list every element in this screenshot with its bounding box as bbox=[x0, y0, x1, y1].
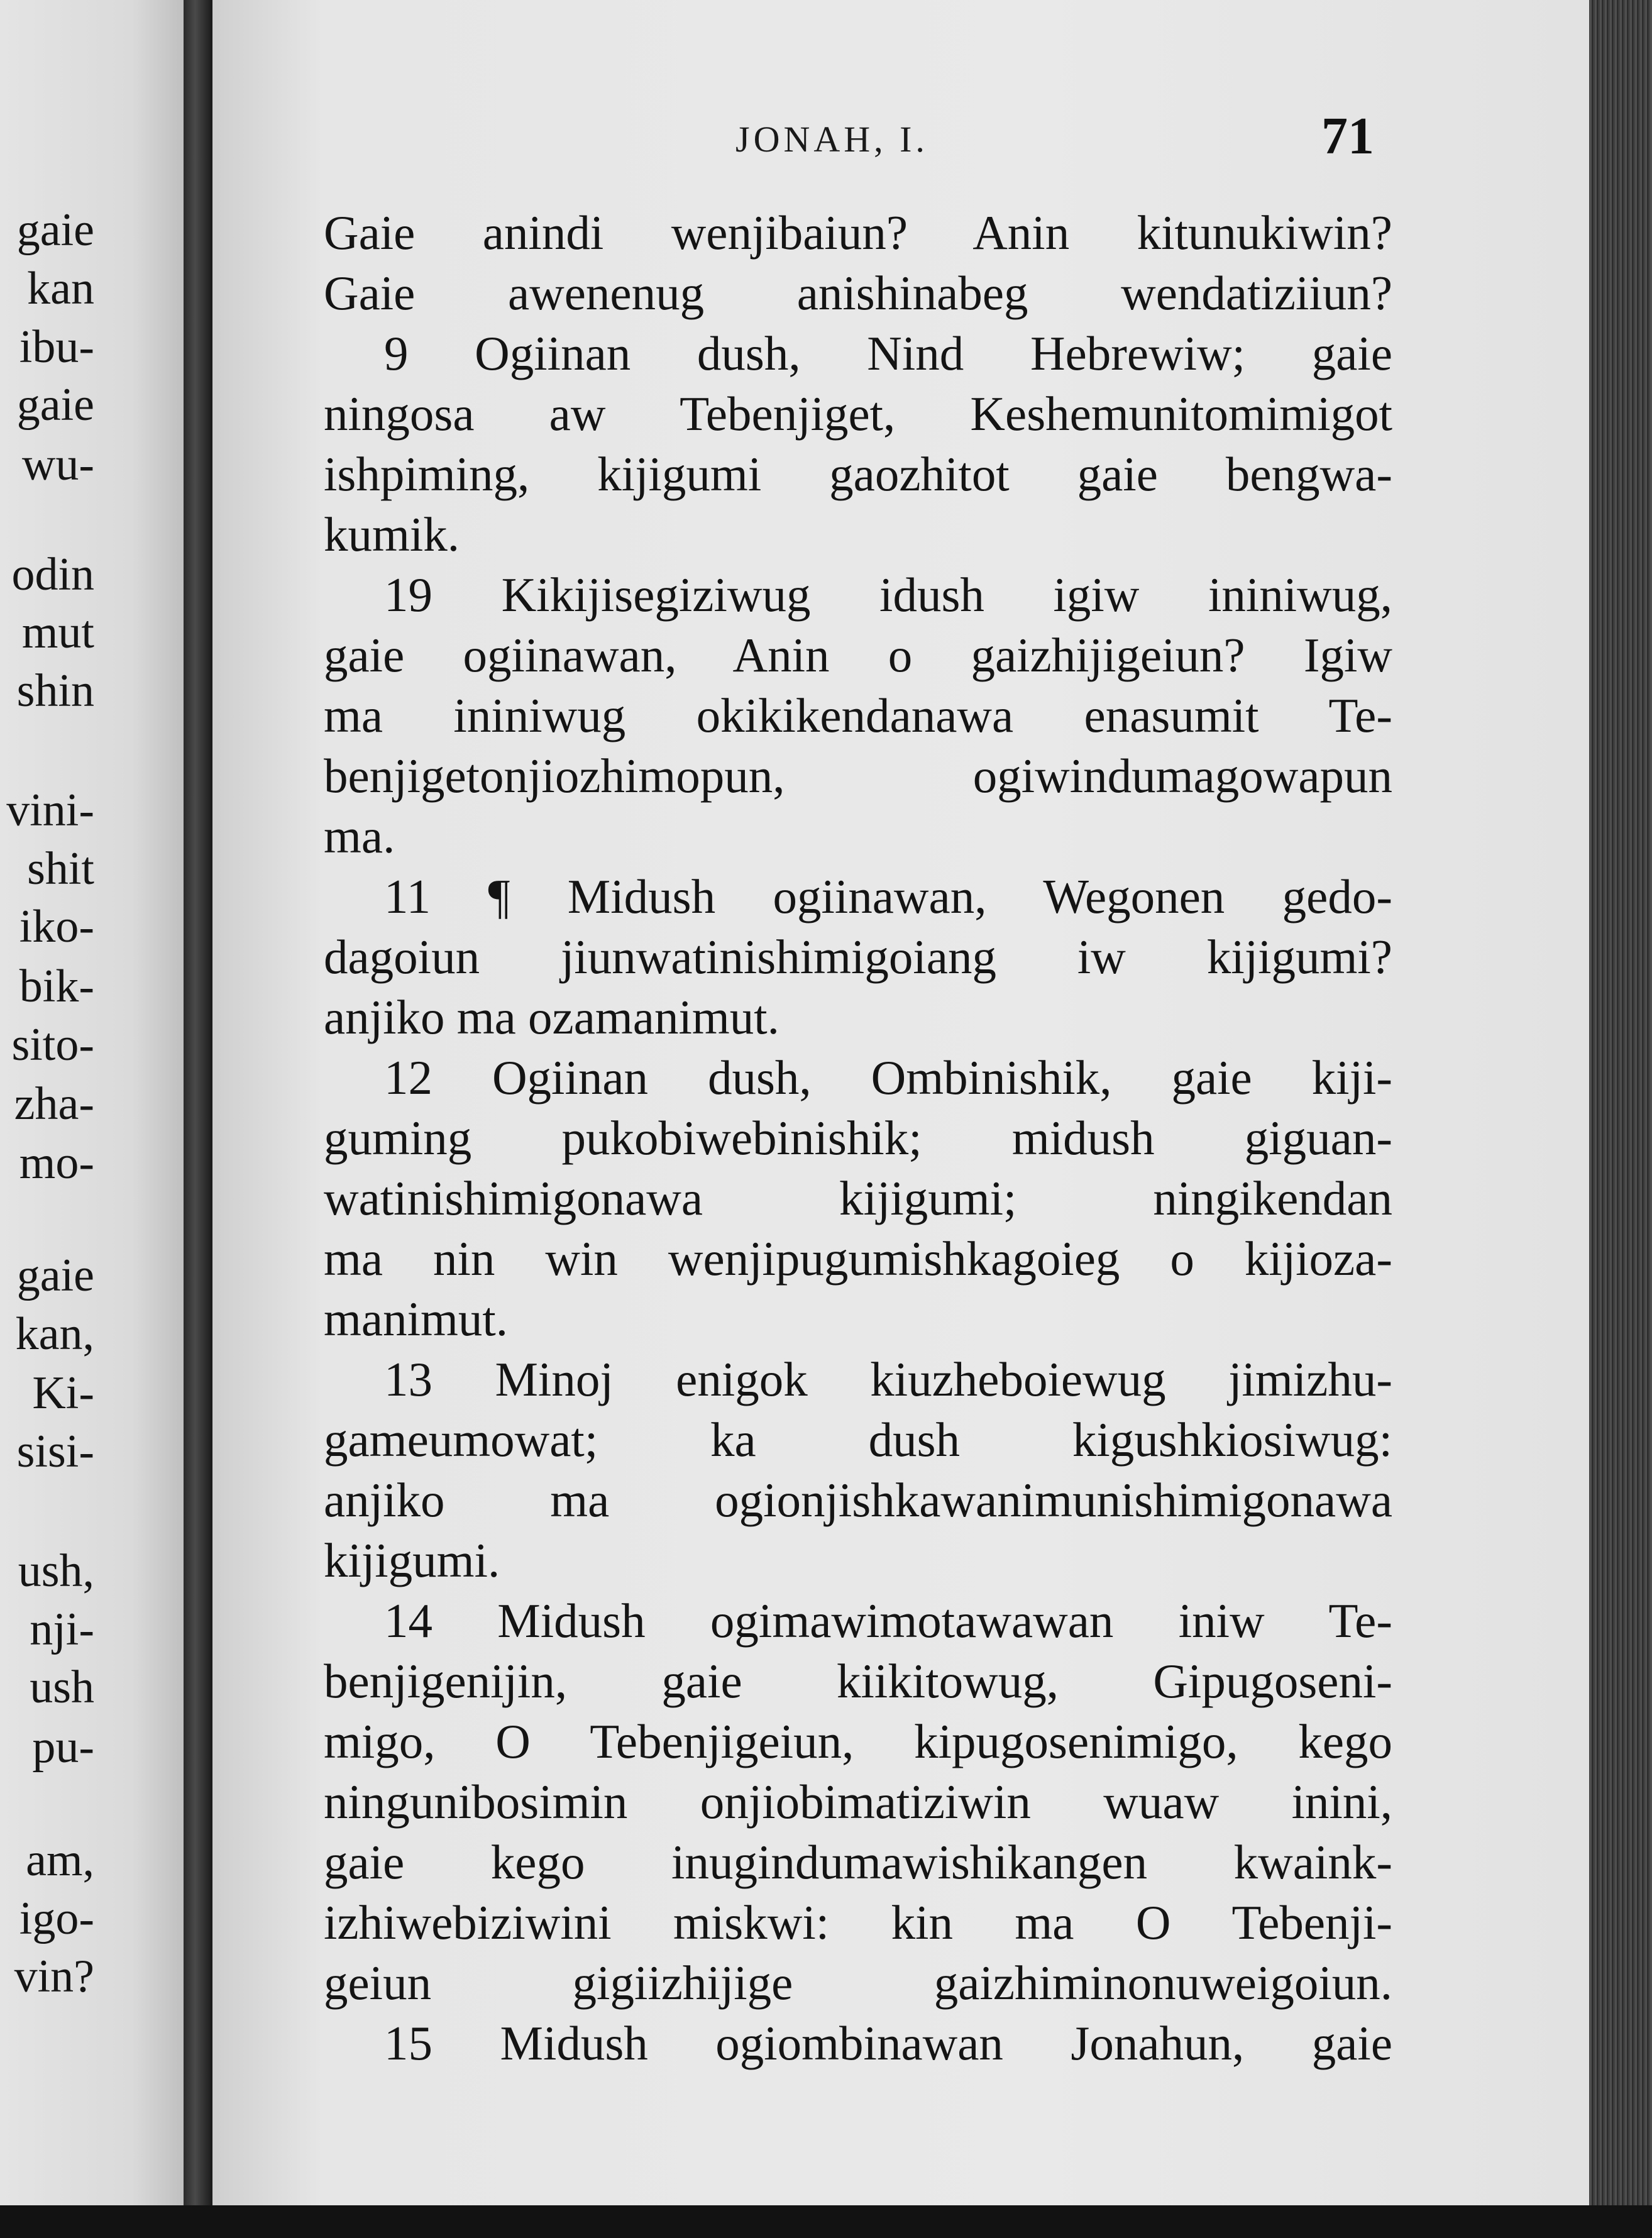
facing-page-line-fragment bbox=[0, 547, 94, 604]
text-line: ma ininiwug okikikendanawa enasumit Te- bbox=[324, 688, 1392, 742]
facing-page-line-fragment bbox=[0, 202, 94, 259]
facing-page-text: bik- bbox=[19, 961, 94, 1012]
facing-page-text: shin bbox=[16, 665, 94, 717]
text-line: guming pukobiwebinishik; midush giguan- bbox=[324, 1111, 1392, 1165]
facing-page-line-fragment bbox=[0, 783, 94, 839]
text-line: gameumowat; ka dush kigushkiosiwug: bbox=[324, 1413, 1392, 1467]
facing-page-text: gaie bbox=[16, 1250, 94, 1301]
facing-page-line-fragment bbox=[0, 1602, 94, 1658]
text-line: geiun gigiizhijige gaizhiminonuweigoiun. bbox=[324, 1956, 1392, 2010]
page-edges bbox=[1589, 0, 1652, 2238]
left-page-edge bbox=[0, 0, 189, 2238]
text-line: watinishimigonawa kijigumi; ningikendan bbox=[324, 1171, 1392, 1225]
text-line: ishpiming, kijigumi gaozhitot gaie bengwa- bbox=[324, 447, 1392, 501]
facing-page-text: am, bbox=[26, 1834, 94, 1886]
page-number: 71 bbox=[1321, 107, 1374, 165]
facing-page-text: pu- bbox=[32, 1721, 94, 1773]
facing-page-text: sisi- bbox=[16, 1426, 94, 1477]
facing-page-line-fragment bbox=[0, 1891, 94, 1948]
text-line: Gaie anindi wenjibaiun? Anin kitunukiwin? bbox=[324, 206, 1392, 260]
facing-page-text: gaie bbox=[16, 204, 94, 256]
facing-page-text: zha- bbox=[14, 1078, 94, 1130]
facing-page-text: odin bbox=[11, 549, 94, 600]
text-line: 11 ¶ Midush ogiinawan, Wegonen gedo- bbox=[384, 869, 1392, 923]
facing-page-line-fragment bbox=[0, 899, 94, 956]
text-line: 14 Midush ogimawimotawawan iniw Te- bbox=[384, 1594, 1392, 1648]
text-line: kumik. bbox=[324, 507, 460, 561]
facing-page-text: igo- bbox=[19, 1893, 94, 1944]
facing-page-line-fragment bbox=[0, 377, 94, 434]
facing-page-line-fragment bbox=[0, 1424, 94, 1480]
text-line: benjigetonjiozhimopun, ogiwindumagowapun bbox=[324, 749, 1392, 803]
facing-page-text: gaie bbox=[16, 379, 94, 431]
facing-page-line-fragment bbox=[0, 1017, 94, 1074]
facing-page-text: vini- bbox=[6, 785, 94, 836]
facing-page-line-fragment bbox=[0, 261, 94, 317]
text-line: Gaie awenenug anishinabeg wendatiziiun? bbox=[324, 266, 1392, 320]
text-line: ningunibosimin onjiobimatiziwin wuaw inini, bbox=[324, 1775, 1392, 1829]
facing-page-line-fragment bbox=[0, 1076, 94, 1133]
text-line: 13 Minoj enigok kiuzheboiewug jimizhu- bbox=[384, 1352, 1392, 1406]
scan-bottom-border bbox=[0, 2205, 1652, 2238]
text-line: ningosa aw Tebenjiget, Keshemunitomimigot bbox=[324, 387, 1392, 441]
facing-page-line-fragment bbox=[0, 1248, 94, 1304]
text-line: gaie kego inugindumawishikangen kwaink- bbox=[324, 1835, 1392, 1889]
facing-page-line-fragment bbox=[0, 319, 94, 376]
text-line: kijigumi. bbox=[324, 1533, 500, 1587]
text-line: anjiko ma ozamanimut. bbox=[324, 990, 779, 1044]
facing-page-line-fragment bbox=[0, 437, 94, 493]
book-gutter bbox=[184, 0, 212, 2238]
facing-page-text: mut bbox=[21, 607, 94, 658]
text-line: 15 Midush ogiombinawan Jonahun, gaie bbox=[384, 2016, 1392, 2070]
facing-page-text: kan, bbox=[15, 1308, 94, 1360]
facing-page-text: mo- bbox=[19, 1137, 94, 1189]
text-line: ma. bbox=[324, 809, 395, 863]
text-line: 19 Kikijisegiziwug idush igiw ininiwug, bbox=[384, 568, 1392, 622]
text-line: dagoiun jiunwatinishimigoiang iw kijigumi? bbox=[324, 930, 1392, 984]
facing-page-text: shit bbox=[27, 843, 94, 895]
facing-page-line-fragment bbox=[0, 1949, 94, 2005]
text-line: manimut. bbox=[324, 1292, 508, 1346]
facing-page-line-fragment bbox=[0, 1719, 94, 1776]
facing-page-text: nji- bbox=[30, 1604, 94, 1655]
body-text bbox=[324, 202, 1392, 2073]
facing-page-text: iko- bbox=[19, 901, 94, 952]
facing-page-text: Ki- bbox=[32, 1367, 94, 1419]
facing-page-text: ush bbox=[30, 1662, 94, 1713]
facing-page-text: ibu- bbox=[19, 321, 94, 373]
facing-page-text: sito- bbox=[11, 1019, 94, 1071]
facing-page-line-fragment bbox=[0, 1135, 94, 1192]
facing-page-text: ush, bbox=[18, 1545, 94, 1597]
text-line: 9 Ogiinan dush, Nind Hebrewiw; gaie bbox=[384, 326, 1392, 380]
facing-page-line-fragment bbox=[0, 959, 94, 1015]
text-line: migo, O Tebenjigeiun, kipugosenimigo, kego bbox=[324, 1714, 1392, 1768]
facing-page-line-fragment bbox=[0, 663, 94, 720]
running-head: JONAH, I. bbox=[735, 119, 928, 160]
facing-page-text: vin? bbox=[14, 1951, 94, 2002]
facing-page-line-fragment bbox=[0, 605, 94, 661]
facing-page-text: kan bbox=[27, 263, 94, 314]
facing-page-line-fragment bbox=[0, 1833, 94, 1889]
facing-page-line-fragment bbox=[0, 1365, 94, 1422]
facing-page-line-fragment bbox=[0, 1660, 94, 1716]
text-line: izhiwebiziwini miskwi: kin ma O Tebenji- bbox=[324, 1895, 1392, 1949]
text-line: ma nin win wenjipugumishkagoieg o kijioza- bbox=[324, 1232, 1392, 1286]
facing-page-text: wu- bbox=[21, 439, 94, 490]
facing-page-line-fragment bbox=[0, 1306, 94, 1363]
facing-page-line-fragment bbox=[0, 1543, 94, 1600]
text-line: benjigenijin, gaie kiikitowug, Gipugoseni- bbox=[324, 1654, 1392, 1708]
facing-page-line-fragment bbox=[0, 841, 94, 898]
text-line: gaie ogiinawan, Anin o gaizhijigeiun? Igiw bbox=[324, 628, 1392, 682]
text-line: anjiko ma ogionjishkawanimunishimigonawa bbox=[324, 1473, 1392, 1527]
text-line: 12 Ogiinan dush, Ombinishik, gaie kiji- bbox=[384, 1050, 1392, 1105]
